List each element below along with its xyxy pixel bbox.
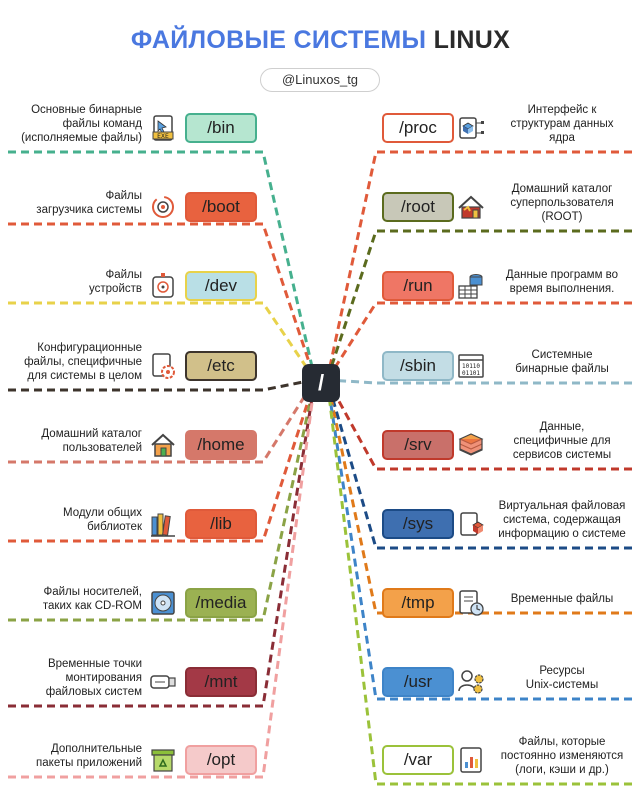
binary-window-icon [456,351,486,381]
right-desc-8: Файлы, которые постоянно изменяются (логи, кэши и др.) [500,736,624,776]
dir-node-srv: /srv [382,430,454,460]
admin-house-icon [456,192,486,222]
dir-node-bin: /bin [185,113,257,143]
recycle-box-icon [148,745,178,775]
right-desc-1: Домашний каталог суперпользователя (ROOT) [510,183,614,223]
device-icon [148,271,178,301]
dir-node-tmp: /tmp [382,588,454,618]
dir-node-root: /root [382,192,454,222]
chart-file-icon [456,745,486,775]
cd-rom-icon [148,588,178,618]
exe-file-icon [148,113,178,143]
right-desc-5: Виртуальная файловая система, содержащая информацию о системе [498,500,626,540]
page-title [0,26,641,55]
house-icon [148,430,178,460]
right-desc-3: Системные бинарные файлы [515,349,609,375]
database-table-icon [456,271,486,301]
dir-node-sbin: /sbin [382,351,454,381]
virtual-cube-icon [456,509,486,539]
svg-text:01101: 01101 [461,370,481,377]
left-desc-3: Конфигурационные файлы, специфичные для системы в целом [24,342,142,382]
clock-file-icon [456,588,486,618]
dir-node-dev: /dev [185,271,257,301]
svg-text:EXE: EXE [157,133,169,140]
dir-node-run: /run [382,271,454,301]
dir-node-home: /home [185,430,257,460]
dir-node-media: /media [185,588,257,618]
server-stack-icon [456,430,486,460]
left-desc-4: Домашний каталог пользователей [41,428,142,454]
dir-node-usr: /usr [382,667,454,697]
dir-node-proc: /proc [382,113,454,143]
left-desc-5: Модули общих библиотек [62,507,142,533]
books-icon [148,509,178,539]
dir-node-lib: /lib [185,509,257,539]
right-desc-4: Данные, специфичные для сервисов системы [512,421,612,461]
process-cube-icon [456,113,486,143]
right-desc-0: Интерфейс к структурам данных ядра [510,104,614,144]
right-desc-2: Данные программ во время выполнения. [505,269,619,295]
title-part2: LINUX [433,26,511,54]
left-desc-2: Файлы устройств [89,269,142,295]
dir-node-sys: /sys [382,509,454,539]
svg-text:10110: 10110 [461,363,481,370]
dir-node-var: /var [382,745,454,775]
right-desc-7: Ресурсы Unix-системы [525,665,599,691]
config-file-icon [148,351,178,381]
author-handle: @Linuxos_tg [260,68,380,92]
left-desc-1: Файлы загрузчика системы [36,190,142,216]
user-gears-icon [456,667,486,697]
usb-drive-icon [148,667,178,697]
dir-node-mnt: /mnt [185,667,257,697]
dir-node-opt: /opt [185,745,257,775]
dir-node-boot: /boot [185,192,257,222]
left-connector-0 [8,152,313,371]
left-desc-8: Дополнительные пакеты приложений [36,743,142,769]
root-directory-node: / [302,364,340,402]
title-part1: ФАЙЛОВЫЕ СИСТЕМЫ [130,26,427,54]
left-desc-6: Файлы носителей, таких как CD-ROM [42,586,142,612]
left-desc-7: Временные точки монтирования файловых систем [45,658,142,698]
left-desc-0: Основные бинарные файлы команд (исполняемые файлы) [21,104,142,144]
gear-cycle-icon [148,192,178,222]
dir-node-etc: /etc [185,351,257,381]
right-desc-6: Временные файлы [510,593,614,605]
